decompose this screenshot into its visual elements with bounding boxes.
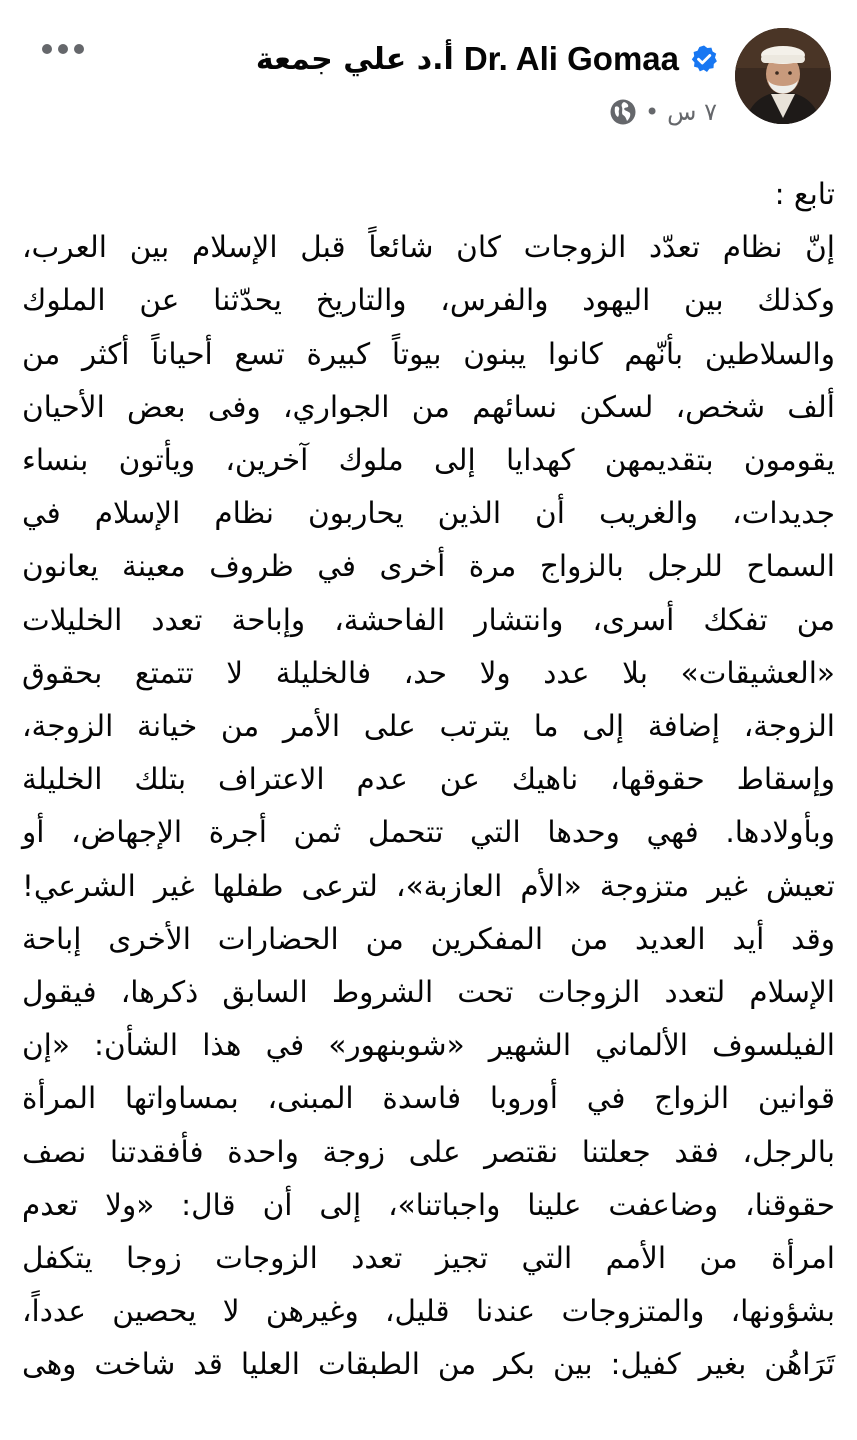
post-body: [22, 168, 835, 1392]
post-line: تَرَاهُن بغير كفيل: بين بكر من الطبقات العليا قد شاخت وهى: [22, 1347, 835, 1382]
post-line: إنّ نظام تعدّد الزوجات كان شائعاً قبل الإسلام بين العرب،: [22, 230, 835, 265]
post-line: ألف شخص، لسكن نسائهم من الجواري، وفى بعض الأحيان: [22, 389, 835, 424]
post-line: حقوقنا، وضاعفت علينا واجباتنا»، إلى أن قال: «ولا تعدم: [22, 1187, 835, 1222]
verified-badge-icon: [689, 44, 719, 74]
post-line: وبأولادها. فهي وحدها التي تتحمل ثمن أجرة الإجهاض، أو: [22, 815, 835, 850]
post-line: من تفكك أسرى، وانتشار الفاحشة، وإباحة تعدد الخليلات: [22, 602, 835, 637]
post-line: جديدات، والغريب أن الذين يحاربون نظام الإسلام في: [22, 496, 835, 531]
post-timestamp[interactable]: ٧ س: [667, 98, 717, 126]
post-line: السماح للرجل بالزواج مرة أخرى في ظروف معينة يعانون: [22, 549, 835, 584]
post-line: الزوجة، إضافة إلى ما يترتب على الأمر من خيانة الزوجة،: [22, 709, 835, 744]
post-line: بالرجل، فقد جعلتنا نقتصر على زوجة واحدة فأفقدتنا نصف: [22, 1134, 835, 1169]
more-options-button[interactable]: [38, 32, 88, 66]
post-line: يقومون بتقديمهن كهدايا إلى ملوك آخرين، ويأتون بنساء: [22, 443, 835, 478]
more-options-icon: [42, 44, 52, 54]
post-line: تابع :: [774, 177, 835, 211]
post-line: وقد أيد العديد من المفكرين من الحضارات الأخرى إباحة: [22, 921, 835, 956]
post-line: بشؤونها، والمتزوجات عندنا قليل، وغيرهن لا يحصين عدداً،: [22, 1294, 835, 1329]
post-line: وكذلك بين اليهود والفرس، والتاريخ يحدّثنا عن الملوك: [22, 283, 835, 318]
globe-icon[interactable]: [609, 98, 637, 126]
post-meta: [609, 92, 717, 132]
author-name-english[interactable]: Dr. Ali Gomaa: [463, 40, 679, 77]
post-line: قوانين الزواج في أوروبا فاسدة المبنى، بمساواتها المرأة: [22, 1081, 835, 1116]
author-name-row: [256, 36, 719, 82]
author-avatar[interactable]: [735, 28, 831, 124]
post-header: [0, 0, 857, 150]
post-line: وإسقاط حقوقها، ناهيك عن عدم الاعتراف بتلك الخليلة: [22, 762, 835, 797]
post-line: الإسلام لتعدد الزوجات تحت الشروط السابق ذكرها، فيقول: [22, 975, 835, 1010]
more-options-icon-dot: [58, 44, 68, 54]
post-line: تعيش غير متزوجة «الأم العازبة»، لترعى طفلها غير الشرعي!: [22, 868, 835, 903]
more-options-icon-dot: [74, 44, 84, 54]
post-line: «العشيقات» بلا عدد ولا حد، فالخليلة لا تتمتع بحقوق: [22, 655, 835, 690]
post-line: الفيلسوف الألماني الشهير «شوبنهور» في هذا الشأن: «إن: [22, 1028, 835, 1063]
post-line: والسلاطين بأنّهم كانوا يبنون بيوتاً كبيرة تسع أحياناً أكثر من: [22, 336, 835, 371]
meta-separator: •: [645, 98, 660, 126]
post-line: امرأة من الأمم التي تجيز تعدد الزوجات زوجا يتكفل: [22, 1241, 835, 1276]
author-name-arabic[interactable]: أ.د علي جمعة: [255, 41, 454, 77]
